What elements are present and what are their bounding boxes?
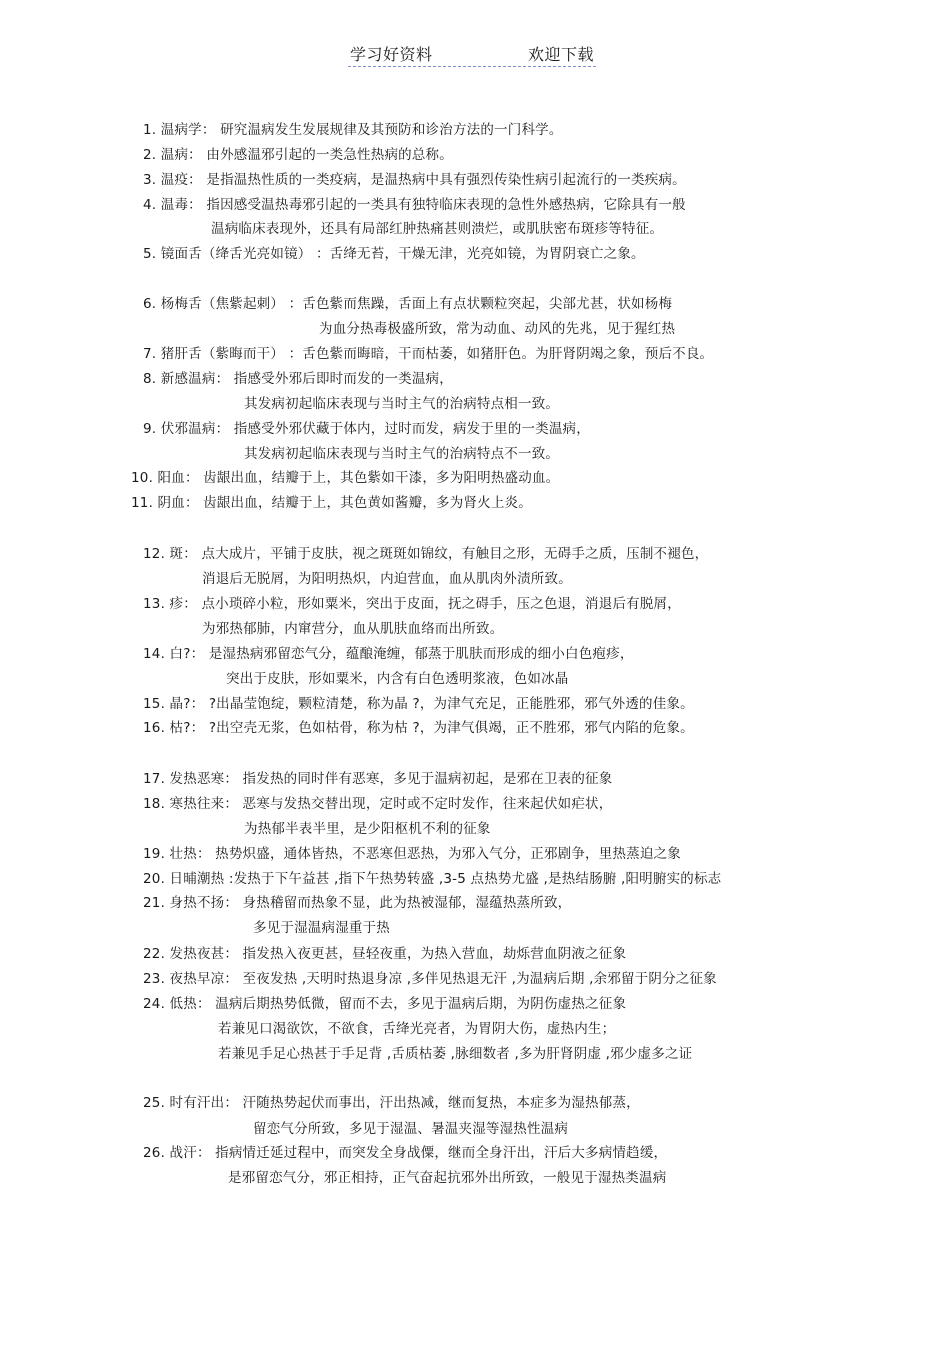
entry-line: 22. 发热夜甚： 指发热入夜更甚，昼轻夜重，为热入营血，劫烁营血阴液之征象 [143, 946, 627, 962]
entry-continuation: 其发病初起临床表现与当时主气的治病特点不一致。 [244, 446, 560, 462]
entry-continuation: 为热郁半表半里，是少阳枢机不利的征象 [244, 821, 491, 837]
entry-continuation: 消退后无脱屑，为阳明热炽，内迫营血，血从肌肉外渍所致。 [202, 571, 572, 587]
entry-line: 20. 日晡潮热 :发热于下午益甚 ,指下午热势转盛 ,3-5 点热势尤盛 ,是热结肠腑 ,阳明腑实的标志 [143, 871, 722, 887]
entry-line: 17. 发热恶寒： 指发热的同时伴有恶寒，多见于温病初起，是邪在卫表的征象 [143, 771, 613, 787]
page-header [348, 40, 596, 67]
entry-continuation: 若兼见口渴欲饮，不欲食，舌绛光亮者，为胃阴大伤，虚热内生； [218, 1021, 616, 1037]
entry-line: 12. 斑： 点大成片，平铺于皮肤，视之斑斑如锦纹，有触目之形，无碍手之质，压制不褪色， [143, 546, 709, 562]
entry-continuation: 为邪热郁肺，内窜营分，血从肌肤血络而出所致。 [202, 621, 504, 637]
entry-line: 24. 低热： 温病后期热势低微，留而不去，多见于温病后期，为阴伤虚热之征象 [143, 996, 627, 1012]
entry-line: 13. 疹： 点小琐碎小粒，形如粟米，突出于皮面，抚之碍手，压之色退，消退后有脱屑， [143, 596, 681, 612]
entry-line: 26. 战汗： 指病情迁延过程中，而突发全身战僳，继而全身汗出，汗后大多病情趋缓， [143, 1145, 668, 1161]
entry-line: 11. 阴血： 齿龈出血，结瓣于上，其色黄如酱瓣，多为肾火上炎。 [131, 495, 532, 511]
entry-line: 23. 夜热早凉： 至夜发热 ,天明时热退身凉 ,多伴见热退无汗 ,为温病后期 ,余邪留于阴分之征象 [143, 971, 717, 987]
entry-line: 6. 杨梅舌（焦紫起刺） ：舌色紫而焦躁，舌面上有点状颗粒突起，尖部尤甚，状如杨梅 [143, 296, 673, 312]
entry-continuation: 若兼见手足心热甚于手足背 ,舌质枯萎 ,脉细数者 ,多为肝肾阴虚 ,邪少虚多之证 [218, 1046, 693, 1062]
header-left-text: 学习好资料 [350, 45, 433, 64]
entry-line: 4. 温毒： 指因感受温热毒邪引起的一类具有独特临床表现的急性外感热病，它除具有一般 [143, 197, 686, 213]
entry-line: 5. 镜面舌（绛舌光亮如镜） ：舌绛无苔，干燥无津，光亮如镜，为胃阴衰亡之象。 [143, 246, 645, 262]
entry-continuation: 留恋气分所致，多见于湿温、暑温夹湿等湿热性温病 [253, 1121, 569, 1137]
entry-line: 1. 温病学： 研究温病发生发展规律及其预防和诊治方法的一门科学。 [143, 122, 563, 138]
entry-line: 16. 枯?： ?出空壳无浆，色如枯骨，称为枯 ?，为津气俱竭，正不胜邪，邪气内陷的危象。 [143, 720, 694, 736]
entry-line: 25. 时有汗出： 汗随热势起伏而事出，汗出热减，继而复热，本症多为湿热郁蒸， [143, 1095, 640, 1111]
entry-line: 10. 阳血： 齿龈出血，结瓣于上，其色紫如干漆，多为阳明热盛动血。 [131, 470, 560, 486]
entry-continuation: 温病临床表现外，还具有局部红肿热痛甚则溃烂，或肌肤密布斑疹等特征。 [211, 221, 664, 237]
entry-line: 18. 寒热往来： 恶寒与发热交替出现，定时或不定时发作，往来起伏如疟状， [143, 796, 613, 812]
entry-continuation: 是邪留恋气分，邪正相持，正气奋起抗邪外出所致，一般见于湿热类温病 [228, 1170, 667, 1186]
entry-line: 15. 晶?： ?出晶莹饱绽，颗粒清楚，称为晶 ?，为津气充足，正能胜邪，邪气外透的佳象。 [143, 696, 694, 712]
entry-line: 21. 身热不扬： 身热稽留而热象不显，此为热被湿郁，湿蕴热蒸所致， [143, 895, 572, 911]
entry-continuation: 突出于皮肤，形如粟米，内含有白色透明浆液，色如冰晶 [226, 671, 569, 687]
entry-line: 9. 伏邪温病： 指感受外邪伏藏于体内，过时而发，病发于里的一类温病， [143, 421, 590, 437]
entry-line: 7. 猪肝舌（紫晦而干） ：舌色紫而晦暗，干而枯萎，如猪肝色。为肝肾阴竭之象，预后不良。 [143, 346, 714, 362]
entry-line: 14. 白?： 是湿热病邪留恋气分，蕴酿淹缠，郁蒸于肌肤而形成的细小白色疱疹， [143, 646, 634, 662]
entry-line: 8. 新感温病： 指感受外邪后即时而发的一类温病， [143, 371, 453, 387]
entry-line: 3. 温疫： 是指温热性质的一类疫病，是温热病中具有强烈传染性病引起流行的一类疾病。 [143, 172, 686, 188]
entry-continuation: 其发病初起临床表现与当时主气的治病特点相一致。 [244, 396, 560, 412]
entry-continuation: 为血分热毒极盛所致，常为动血、动风的先兆，见于猩红热 [319, 321, 676, 337]
entry-line: 19. 壮热： 热势炽盛，通体皆热，不恶寒但恶热，为邪入气分，正邪剧争，里热蒸迫之象 [143, 846, 681, 862]
header-right-text: 欢迎下载 [527, 45, 594, 64]
entry-continuation: 多见于湿温病湿重于热 [253, 920, 390, 936]
entry-line: 2. 温病： 由外感温邪引起的一类急性热病的总称。 [143, 147, 453, 163]
